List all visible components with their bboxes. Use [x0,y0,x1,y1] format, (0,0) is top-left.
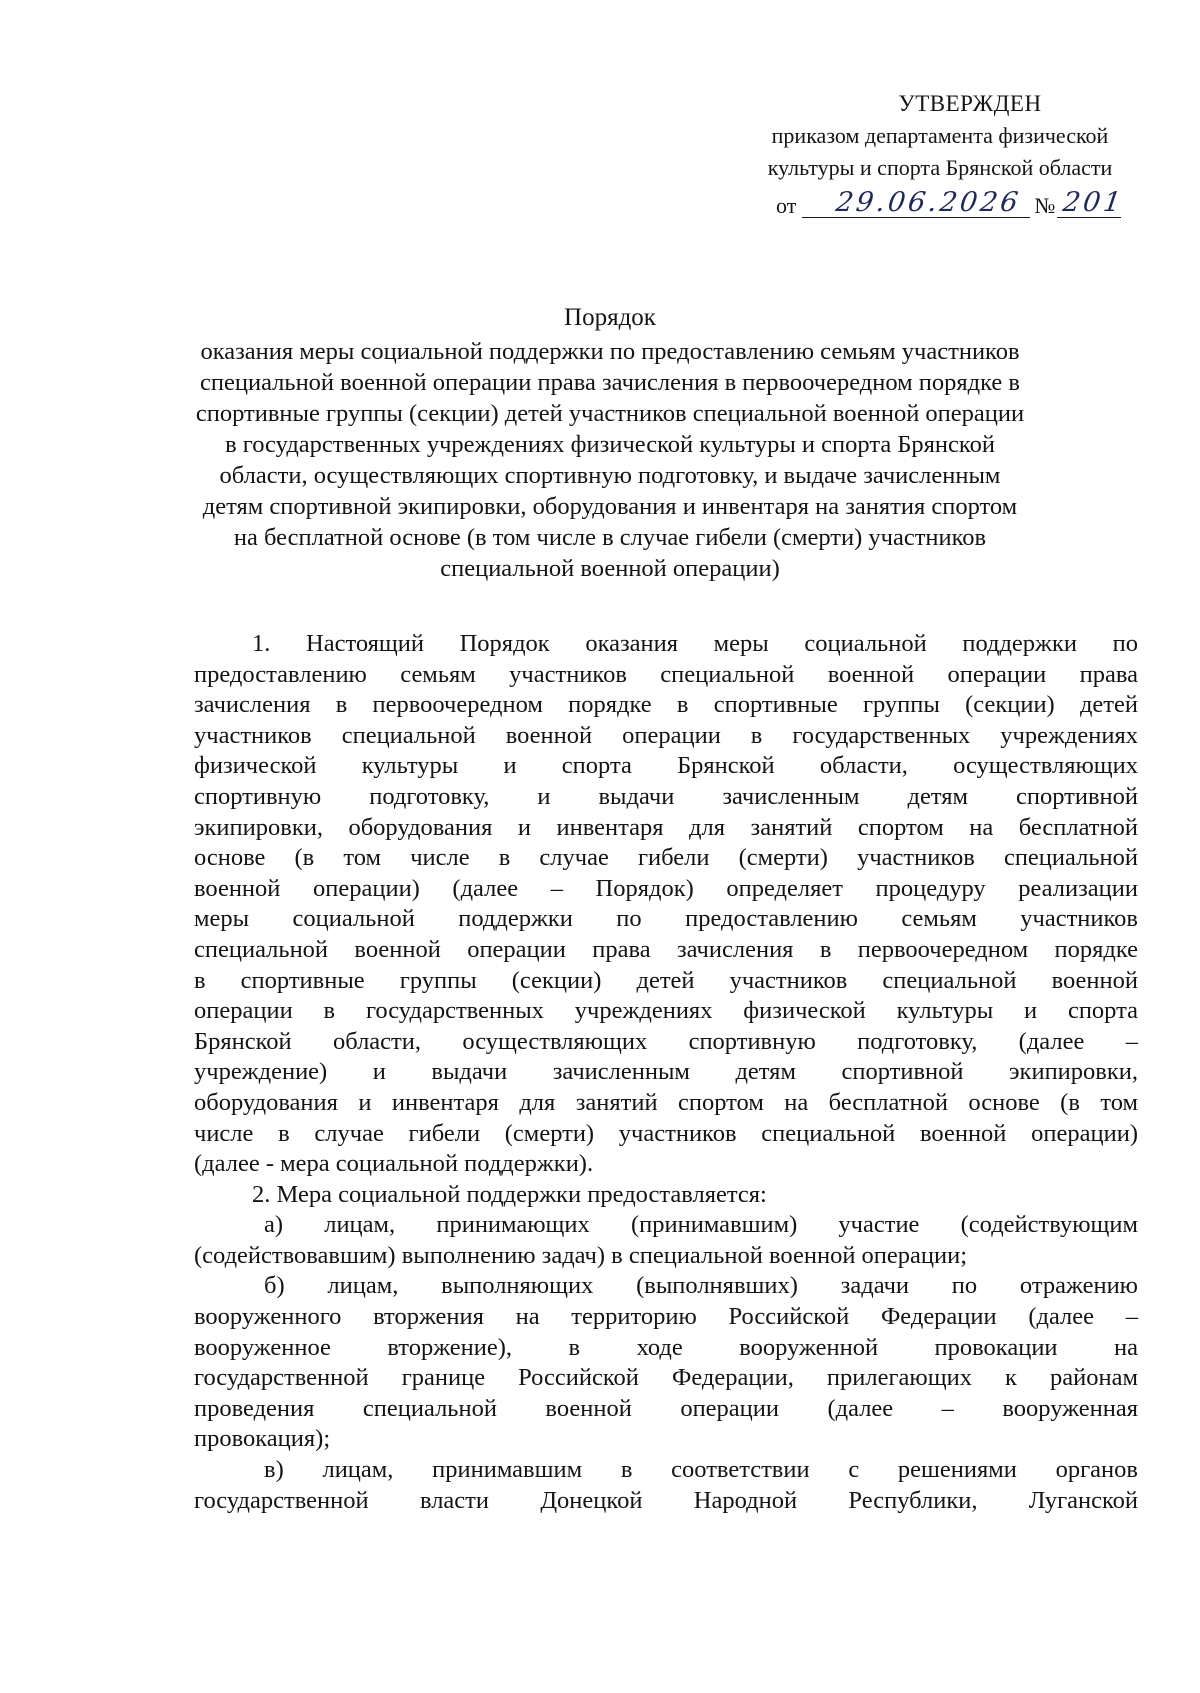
title-line: области, осуществляющих спортивную подготовку, и выдаче зачисленным [219,462,1001,489]
body-line: меры социальной поддержки по предоставлению семьям участников [194,905,1138,933]
body-line: специальной военной операции права зачисления в первоочередном порядке [194,935,1138,963]
body-line: оборудования и инвентаря для занятий спортом на бесплатной основе (в том [194,1088,1138,1116]
handwritten-number: 201 [1061,187,1127,218]
body-line: учреждение) и выдачи зачисленным детям спортивной экипировки, [194,1058,1138,1086]
item-b-line: проведения специальной военной операции (далее – вооруженная [194,1394,1138,1422]
body-line: в спортивные группы (секции) детей участников специальной военной [194,966,1138,994]
item-c-line: государственной власти Донецкой Народной Республики, Луганской [194,1486,1138,1514]
document-body [194,629,1138,1516]
body-line: (далее - мера социальной поддержки). [194,1150,594,1178]
item-b-line: вооруженное вторжение), в ходе вооруженной провокации на [194,1333,1138,1361]
body-line: Брянской области, осуществляющих спортивную подготовку, (далее – [194,1027,1138,1055]
item-b-line: провокация); [194,1425,331,1453]
number-label: № [1034,193,1056,218]
handwritten-date: 29.06.2026 [834,187,1024,218]
title-line: спортивные группы (секции) детей участников специальной военной операции [195,400,1025,427]
body-line: зачисления в первоочередном порядке в спортивные группы (секции) детей [194,691,1138,719]
paragraph-2: 2. Мера социальной поддержки предоставляется: [252,1180,767,1208]
body-line: предоставлению семьям участников специальной военной операции права [194,660,1138,688]
approval-line-2: культуры и спорта Брянской области [767,155,1113,180]
title-line: детям спортивной экипировки, оборудования и инвентаря на занятия спортом [202,493,1018,520]
document-title [150,302,1070,584]
approved-label: УТВЕРЖДЕН [898,91,1042,116]
body-line: спортивную подготовку, и выдачи зачисленным детям спортивной [194,782,1138,810]
body-line: операции в государственных учреждениях физической культуры и спорта [194,997,1138,1025]
item-a-line: (содействовавшим) выполнению задач) в специальной военной операции; [194,1241,968,1269]
title-line: специальной военной операции) [440,555,780,582]
body-line: основе (в том числе в случае гибели (смерти) участников специальной [194,844,1138,872]
date-blank [802,187,1030,218]
approval-line-1: приказом департамента физической [771,123,1109,148]
title-line: на бесплатной основе (в том числе в случае гибели (смерти) участников [233,524,987,551]
item-c-line: в) лицам, принимавшим в соответствии с решениями органов [264,1456,1138,1484]
item-b-line: вооруженного вторжения на территорию Российской Федерации (далее – [194,1303,1138,1331]
from-label: от [776,193,797,218]
title-line: в государственных учреждениях физической культуры и спорта Брянской [225,431,995,458]
item-a-line: а) лицам, принимающих (принимавшим) участие (содействующим [264,1211,1138,1239]
item-b-line: б) лицам, выполняющих (выполнявших) задачи по отражению [264,1272,1138,1300]
body-line: экипировки, оборудования и инвентаря для занятий спортом на бесплатной [194,813,1138,841]
title-line: оказания меры социальной поддержки по предоставлению семьям участников [200,338,1020,365]
item-b-line: государственной границе Российской Федерации, прилегающих к районам [194,1364,1138,1392]
body-line: участников специальной военной операции в государственных учреждениях [194,721,1138,749]
number-blank [1057,187,1127,218]
approval-block [740,88,1140,222]
body-line: числе в случае гибели (смерти) участников специальной военной операции) [194,1119,1138,1147]
approval-date-line [740,186,1140,222]
body-line: физической культуры и спорта Брянской области, осуществляющих [194,752,1138,780]
body-line: 1. Настоящий Порядок оказания меры социальной поддержки по [252,630,1138,657]
body-line: военной операции) (далее – Порядок) определяет процедуру реализации [194,874,1138,902]
title-line: специальной военной операции права зачисления в первоочередном порядке в [200,369,1020,396]
title-heading: Порядок [564,304,656,331]
